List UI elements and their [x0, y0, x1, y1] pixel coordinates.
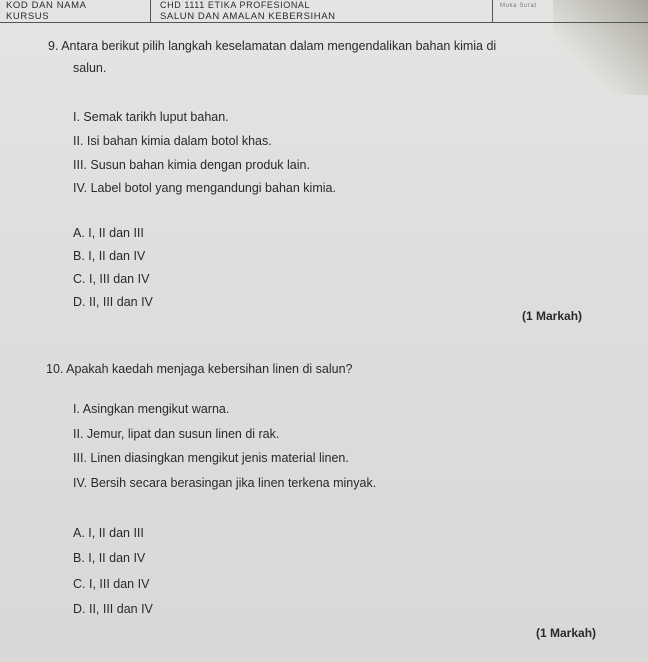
question-9-stem-cont: salun. [73, 61, 107, 75]
question-9-option-b[interactable]: B. I, II dan IV [73, 249, 146, 263]
question-9-statement-1: I. Semak tarikh luput bahan. [73, 110, 229, 124]
question-10-stem: 10. Apakah kaedah menjaga kebersihan linen di salun? [46, 362, 353, 376]
question-10-marks: (1 Markah) [536, 626, 597, 640]
question-9-option-d[interactable]: D. II, III dan IV [73, 295, 153, 309]
header-kursus-label: KURSUS [6, 11, 50, 22]
header-course-code: CHD 1111 ETIKA PROFESIONAL [160, 0, 311, 10]
question-9-stem: 9. Antara berikut pilih langkah keselamatan dalam mengendalikan bahan kimia di [48, 39, 497, 53]
question-10-option-d[interactable]: D. II, III dan IV [73, 602, 153, 616]
header-kod-label: KOD DAN NAMA [6, 0, 87, 11]
question-9-statement-3: III. Susun bahan kimia dengan produk lain. [73, 158, 310, 172]
question-10-statement-4: IV. Bersih secara berasingan jika linen terkena minyak. [73, 476, 377, 490]
header-divider-right [492, 0, 493, 22]
header-course-name: SALUN DAN AMALAN KEBERSIHAN [160, 11, 336, 22]
question-9-statement-2: II. Isi bahan kimia dalam botol khas. [73, 134, 272, 148]
question-10-statement-3: III. Linen diasingkan mengikut jenis material linen. [73, 451, 349, 465]
header-divider [150, 0, 151, 22]
question-10-option-c[interactable]: C. I, III dan IV [73, 577, 150, 591]
question-10-statement-2: II. Jemur, lipat dan susun linen di rak. [73, 427, 280, 441]
question-9-marks: (1 Markah) [522, 309, 583, 323]
question-9-option-a[interactable]: A. I, II dan III [73, 226, 144, 240]
exam-header [0, 0, 648, 23]
question-10-option-a[interactable]: A. I, II dan III [73, 526, 144, 540]
question-9-option-c[interactable]: C. I, III dan IV [73, 272, 150, 286]
header-page-label: Muka Surat [500, 3, 537, 9]
question-9-statement-4: IV. Label botol yang mengandungi bahan kimia. [73, 181, 336, 195]
question-10-statement-1: I. Asingkan mengikut warna. [73, 402, 230, 416]
question-10-option-b[interactable]: B. I, II dan IV [73, 551, 146, 565]
